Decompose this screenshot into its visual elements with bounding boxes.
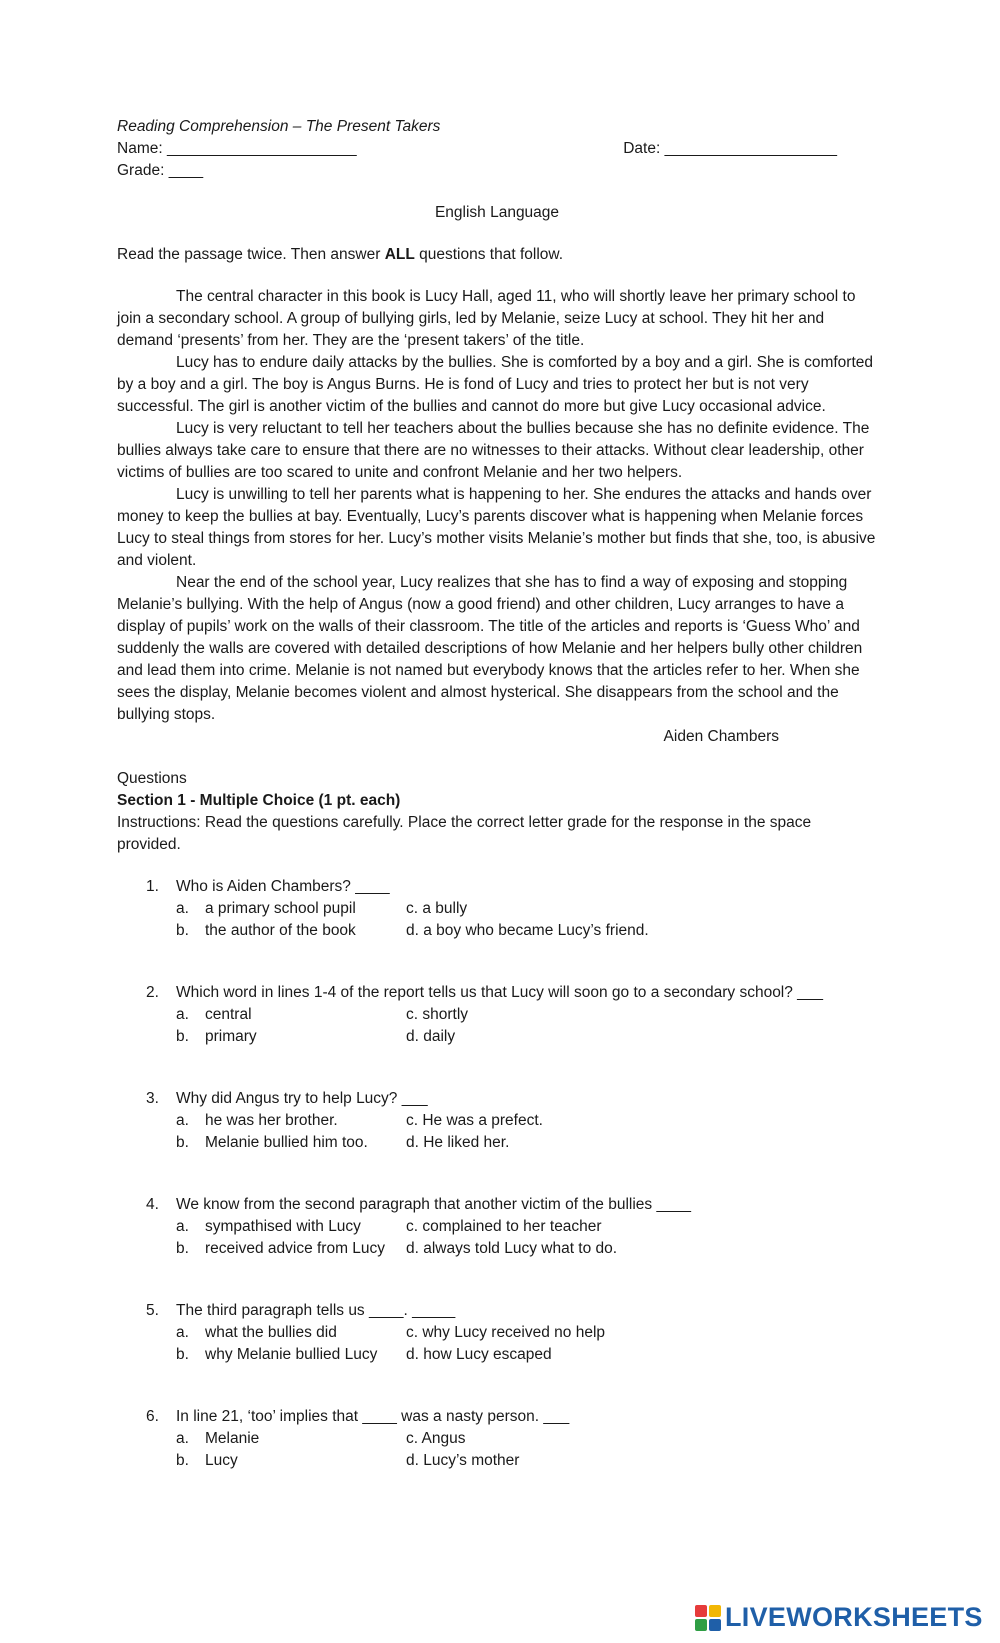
name-date-row xyxy=(117,138,877,160)
passage-paragraph: The central character in this book is Lucy Hall, aged 11, who will shortly leave her primary school to join a secondary school. A group of bullying girls, led by Melanie, seize Lucy at school. They hit her and demand ‘presents’ from her. They are the ‘present takers’ of the title. xyxy=(117,288,856,349)
option-a: Melanie xyxy=(205,1430,260,1447)
question-text: In line 21, ‘too’ implies that ____ was a nasty person. ___ xyxy=(176,1408,570,1425)
option-a: he was her brother. xyxy=(205,1112,338,1129)
option-c: c. complained to her teacher xyxy=(406,1218,602,1235)
option-b: why Melanie bullied Lucy xyxy=(205,1346,378,1363)
date-field[interactable]: Date: ____________________ xyxy=(623,140,837,157)
option-d: d. He liked her. xyxy=(406,1134,510,1151)
question-item: 3. Why did Angus try to help Lucy? ___ a. he was her brother. c. He was a prefect. b. Melanie bullied him too. d. He liked her. xyxy=(117,1088,877,1154)
question-item: 5. The third paragraph tells us ____. _____ a. what the bullies did c. why Lucy received no help b. why Melanie bullied Lucy d. how Lucy escaped xyxy=(117,1300,877,1366)
option-b: the author of the book xyxy=(205,922,356,939)
option-c: c. He was a prefect. xyxy=(406,1112,543,1129)
watermark-text: LIVEWORKSHEETS xyxy=(725,1602,983,1632)
passage-paragraph: Lucy has to endure daily attacks by the bullies. She is comforted by a boy and a girl. She is comforted by a boy and a girl. The boy is Angus Burns. He is fond of Lucy and tries to protect her but is not very successful. The girl is another victim of the bullies and cannot do more but give Lucy occasional advice. xyxy=(117,354,874,415)
option-a: sympathised with Lucy xyxy=(205,1218,361,1235)
question-item: 6. In line 21, ‘too’ implies that ____ was a nasty person. ___ a. Melanie c. Angus b. Lucy d. Lucy’s mother xyxy=(117,1406,877,1472)
name-field[interactable]: Name: ______________________ xyxy=(117,140,357,157)
option-a: what the bullies did xyxy=(205,1324,337,1341)
section-title: Section 1 - Multiple Choice (1 pt. each) xyxy=(117,792,401,809)
option-a: central xyxy=(205,1006,252,1023)
question-item: 2. Which word in lines 1-4 of the report tells us that Lucy will soon go to a secondary school? ___ a. central c. shortly b. primary d. daily xyxy=(117,982,877,1048)
option-c: c. why Lucy received no help xyxy=(406,1324,606,1341)
option-b: primary xyxy=(205,1028,257,1045)
liveworksheets-logo-icon xyxy=(695,1605,721,1631)
question-text: Why did Angus try to help Lucy? ___ xyxy=(176,1090,428,1107)
questions-heading: Questions xyxy=(117,770,187,787)
question-text: The third paragraph tells us ____. _____ xyxy=(176,1302,456,1319)
passage-author: Aiden Chambers xyxy=(663,728,779,745)
worksheet-title: Reading Comprehension – The Present Takers xyxy=(117,118,441,135)
passage-paragraph: Near the end of the school year, Lucy realizes that she has to find a way of exposing and stopping Melanie’s bullying. With the help of Angus (now a good friend) and other children, Lucy arranges to have a display of pupils’ work on the walls of their classroom. The title of the articles and reports is ‘Guess Who’ and suddenly the walls are covered with detailed descriptions of how Melanie and her helpers bully other children and lead them into crime. Melanie is not named but everybody knows that the articles refer to her. When she sees the display, Melanie becomes violent and almost hysterical. She disappears from the school and the bullying stops. xyxy=(117,574,863,723)
worksheet-page xyxy=(117,116,877,1472)
reading-instructions: Read the passage twice. Then answer ALL questions that follow. xyxy=(117,246,564,263)
option-d: d. Lucy’s mother xyxy=(406,1452,520,1469)
option-d: d. how Lucy escaped xyxy=(406,1346,552,1363)
grade-field[interactable]: Grade: ____ xyxy=(117,162,204,179)
option-d: d. daily xyxy=(406,1028,456,1045)
option-d: d. always told Lucy what to do. xyxy=(406,1240,618,1257)
option-a: a primary school pupil xyxy=(205,900,356,917)
option-b: received advice from Lucy xyxy=(205,1240,386,1257)
question-text: We know from the second paragraph that another victim of the bullies ____ xyxy=(176,1196,691,1213)
question-item: 1. Who is Aiden Chambers? ____ a. a primary school pupil c. a bully b. the author of the book d. a boy who became Lucy’s friend. xyxy=(117,876,877,942)
option-b: Melanie bullied him too. xyxy=(205,1134,368,1151)
passage-paragraph: Lucy is very reluctant to tell her teachers about the bullies because she has no definite evidence. The bullies always take care to ensure that there are no witnesses to their attacks. Without clear leadership, other victims of bullies are too scared to unite and confront Melanie and her two helpers. xyxy=(117,420,870,481)
option-d: d. a boy who became Lucy’s friend. xyxy=(406,922,649,939)
question-text: Which word in lines 1-4 of the report tells us that Lucy will soon go to a secondary school? ___ xyxy=(176,984,824,1001)
question-list xyxy=(117,876,877,1472)
option-b: Lucy xyxy=(205,1452,238,1469)
passage-paragraph: Lucy is unwilling to tell her parents what is happening to her. She endures the attacks and hands over money to keep the bullies at bay. Eventually, Lucy’s parents discover what is happening when Melanie forces Lucy to steal things from stores for her. Lucy’s mother visits Melanie’s mother but finds that she, too, is abusive and violent. xyxy=(117,486,876,569)
liveworksheets-watermark xyxy=(695,1602,983,1633)
option-c: c. a bully xyxy=(406,900,468,917)
subject-heading: English Language xyxy=(434,204,560,221)
option-c: c. Angus xyxy=(406,1430,466,1447)
question-text: Who is Aiden Chambers? ____ xyxy=(176,878,390,895)
option-c: c. shortly xyxy=(406,1006,469,1023)
passage xyxy=(117,286,877,748)
question-item: 4. We know from the second paragraph that another victim of the bullies ____ a. sympathised with Lucy c. complained to her teacher b. received advice from Lucy d. always told Lucy what to do. xyxy=(117,1194,877,1260)
section-instructions: Instructions: Read the questions carefully. Place the correct letter grade for the response in the space provided. xyxy=(117,814,812,853)
